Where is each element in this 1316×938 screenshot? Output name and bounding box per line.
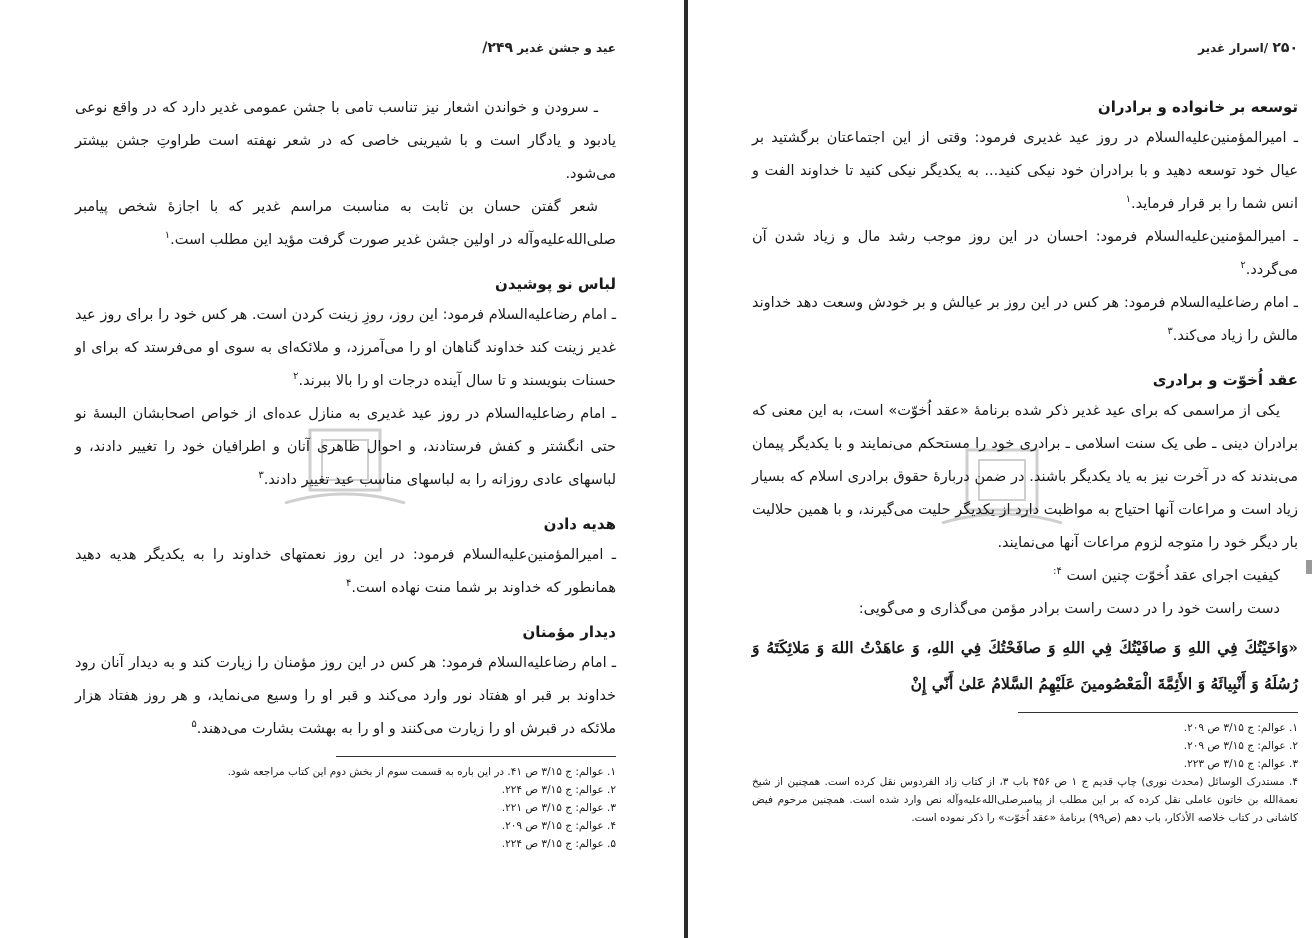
footnote: ۵. عوالم: ج ۳/۱۵ ص ۲۲۴. <box>501 838 616 850</box>
arabic-oath-text: «وَاخَيْتُكَ فِي اللهِ وَ صافَيْتُكَ فِي اللهِ وَ صافَحْتُكَ فِي اللهِ، وَ عاهَدْتُ اللهَ وَ مَلائِكَتَهُ وَ رُسُلَهُ وَ أَنْبِيائَهُ وَ الأَئِمَّةَ الْمَعْصُومينَ عَلَيْهِمُ السَّلامُ عَلىٰ أَنّي إِنْ <box>752 638 1298 693</box>
paragraph: شعر گفتن حسان بن ثابت به مناسبت مراسم غدیر که با اجازهٔ شخص پیامبر صلی‌الله‌علیه‌وآله در اولین جشن غدیر صورت گرفت مؤید این مطلب است.$^۱$ <box>75 199 616 248</box>
footnote-marker: ۳ <box>1167 326 1173 338</box>
footnote-divider <box>1018 712 1298 713</box>
section-title: عقد اُخوّت و برادری <box>1152 371 1298 389</box>
section-title: توسعه بر خانواده و برادران <box>1097 98 1298 116</box>
paragraph: ـ امیرالمؤمنین‌علیه‌السلام در روز عید غدیری فرمود: وقتی از این اجتماعتان برگشتید بر عیال خود توسعه دهید و با برادران خود نیکی کنید... به یکدیگر نیکی کنید تا خداوند الفت و انس شما را بر قرار فرماید.$^۱$ <box>752 130 1298 212</box>
paragraph: ـ سرودن و خواندن اشعار نیز تناسب تامی با جشن عمومی غدیر دارد که در واقع نوعی یادبود و یادگار است و با شیرینی خاصی که در شعر نهفته است طراوتِ جشن بیشتر می‌شود. <box>75 100 616 182</box>
section-title: دیدار مؤمنان <box>522 623 616 641</box>
paragraph: ـ امیرالمؤمنین‌علیه‌السلام فرمود: احسان در این روز موجب رشد مال و زیاد شدن آن می‌گردد.$^۲$ <box>752 229 1298 278</box>
book-spine <box>684 0 688 938</box>
footnote: ۴. مستدرک الوسائل (محدث نوری) چاپ قدیم ج ۱ ص ۴۵۶ باب ۳، از کتاب زاد الفردوس نقل کرده است. همچنین از شیخ نعمة‌الله بن خاتون عاملی نقل کرده که بر این مطلب از پیامبرصلی‌الله‌علیه‌وآله نص وارد شده است. همچنین مرحوم فیض کاشانی در کتاب خلاصه الأذکار، باب دهم (ص۹۹) برنامهٔ «عقد اُخوّت» را ذکر نموده است. <box>752 776 1298 824</box>
paragraph: یکی از مراسمی که برای عید غدیر ذکر شده برنامهٔ «عقد اُخوّت» است، به این معنی که برادران دینی ـ طی یک سنت اسلامی ـ برادری خود را مستحکم می‌نمایند و با یکدیگر پیمان می‌بندند که در آخرت نیز به یاد یکدیگر باشند. در ضمن دربارهٔ حقوق برادری اسلام که بسیار زیاد است و مراعات آنها احتیاج به مواظبت دارد از یکدیگر حلیت می‌گیرند، و با همین حلالیت بار دیگر خود را متوجه لزوم مراعات آنها می‌نمایند. <box>752 403 1298 551</box>
paragraph: ـ امام رضاعلیه‌السلام فرمود: این روز، روزِ زینت کردن است. هر کس خود را برای روز عید غدیر زینت کند خداوند گناهان او را می‌آمرزد، و ملائکه‌ای به سوی او می‌فرستد که برای او حسنات بنویسند و تا سال آینده درجات او را بالا ببرند.$^۲$ <box>75 307 616 389</box>
right-running-header: ۲۵۰ /اسرار غدیر <box>1198 40 1298 56</box>
paragraph: ـ امام رضاعلیه‌السلام در روز عید غدیری به منازل عده‌ای از خواص اصحابشان البسهٔ نو حتی انگشتر و کفش فرستادند، و احوال ظاهری آنان و اطرافیان خود را تغییر دادند، و لباسهای عادی روزانه را به لباسهای مناسب عید تغییر دادند.$^۳$ <box>75 406 616 488</box>
footnote: ۱. عوالم: ج ۳/۱۵ ص ۴۱. در این باره به قسمت سوم از بخش دوم این کتاب مراجعه شود. <box>227 766 616 778</box>
paragraph: ـ امام رضاعلیه‌السلام فرمود: هر کس در این روز مؤمنان را زیارت کند و به دیدار آنان رود خداوند بر قبر او هفتاد نور وارد می‌کند و قبر او را وسیع می‌نماید، و هر روز هفتاد هزار ملائکه در قبرش او را زیارت می‌کنند و او را به بهشت بشارت می‌دهند.$^۵$ <box>75 655 616 737</box>
footnote: ۱. عوالم: ج ۳/۱۵ ص ۲۰۹. <box>1183 722 1298 734</box>
paragraph: ـ امیرالمؤمنین‌علیه‌السلام فرمود: در این روز نعمتهای خداوند را به یکدیگر هدیه دهید همانطور که خداوند بر شما منت نهاده است.$^۴$ <box>75 547 616 596</box>
footnote: ۲. عوالم: ج ۳/۱۵ ص ۲۲۴. <box>501 784 616 796</box>
footnote: ۲. عوالم: ج ۳/۱۵ ص ۲۰۹. <box>1183 740 1298 752</box>
footnote-marker: ۵ <box>191 719 197 731</box>
left-content <box>75 92 616 853</box>
footnote: ۳. عوالم: ج ۳/۱۵ ص ۲۲۱. <box>501 802 616 814</box>
paragraph: دست راست خود را در دست راست برادر مؤمن می‌گذاری و می‌گویی: <box>858 601 1280 617</box>
right-content <box>752 94 1298 827</box>
footnote-marker: ۱ <box>164 230 171 242</box>
right-footnotes <box>752 719 1298 827</box>
page-edge-mark <box>1306 560 1312 574</box>
footnote-marker: ۲ <box>293 371 299 383</box>
footnote-marker: ۱ <box>1125 194 1132 206</box>
section-title: هدیه دادن <box>543 515 616 533</box>
section-title: لباس نو پوشیدن <box>495 275 616 293</box>
footnote-marker: ۴ <box>345 578 352 590</box>
footnote-marker: ۴: <box>1053 566 1062 578</box>
footnote-marker: ۳ <box>258 470 264 482</box>
right-page <box>692 0 1316 938</box>
footnote-divider <box>336 756 616 757</box>
left-page-number: ۲۴۹/ <box>482 40 514 56</box>
footnote: ۴. عوالم: ج ۳/۱۵ ص ۲۰۹. <box>501 820 616 832</box>
footnote: ۳. عوالم: ج ۳/۱۵ ص ۲۲۳. <box>1183 758 1298 770</box>
footnote-marker: ۲ <box>1240 260 1246 272</box>
right-page-number: ۲۵۰ <box>1272 40 1298 56</box>
paragraph: کیفیت اجرای عقد اُخوّت چنین است $^{۴:}$ <box>1053 566 1280 584</box>
left-running-header: عید و جشن غدیر ۲۴۹/ <box>482 40 616 56</box>
paragraph: ـ امام رضاعلیه‌السلام فرمود: هر کس در این روز بر عیالش و بر خودش وسعت دهد خداوند مالش را زیاد می‌کند.$^۳$ <box>752 295 1298 344</box>
left-footnotes <box>75 763 616 853</box>
